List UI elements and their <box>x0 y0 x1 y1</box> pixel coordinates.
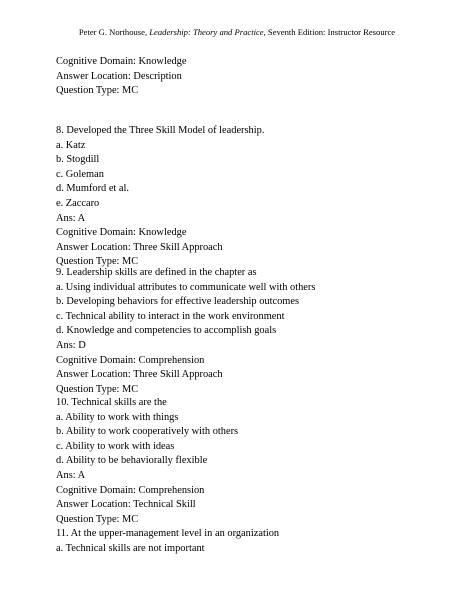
option-c: c. Technical ability to interact in the work environment <box>56 310 285 322</box>
cognitive-domain: Cognitive Domain: Knowledge <box>56 56 187 67</box>
option-a: a. Using individual attributes to communicate well with others <box>56 281 316 293</box>
page-header <box>0 27 474 38</box>
question-10 <box>56 396 238 527</box>
header-book-title: Leadership: Theory and Practice <box>149 27 264 37</box>
question-type: Question Type: MC <box>56 85 139 97</box>
answer-key: Ans: D <box>56 339 86 351</box>
answer-location: Answer Location: Description <box>56 70 182 82</box>
header-edition: , Seventh Edition: Instructor Resource <box>263 27 396 37</box>
question-type: Question Type: MC <box>56 383 139 395</box>
cognitive-domain: Cognitive Domain: Knowledge <box>56 227 187 239</box>
option-b: b. Stogdill <box>56 154 100 166</box>
question-11 <box>56 527 279 556</box>
option-e: e. Zaccaro <box>56 197 100 209</box>
answer-location: Answer Location: Technical Skill <box>56 499 196 511</box>
question-8 <box>56 124 264 270</box>
option-d: d. Knowledge and competencies to accomplish goals <box>56 325 277 337</box>
header-author: Peter G. Northouse, <box>78 27 150 37</box>
cognitive-domain: Cognitive Domain: Comprehension <box>56 354 205 366</box>
question-stem: 9. Leadership skills are defined in the chapter as <box>56 267 257 278</box>
option-c: c. Ability to work with ideas <box>56 440 175 452</box>
answer-location: Answer Location: Three Skill Approach <box>56 369 223 381</box>
option-b: b. Ability to work cooperatively with others <box>56 426 239 438</box>
option-a: a. Technical skills are not important <box>56 542 205 554</box>
question-stem: 11. At the upper-management level in an organization <box>56 528 280 539</box>
question-7-tail <box>56 55 186 99</box>
cognitive-domain: Cognitive Domain: Comprehension <box>56 484 205 496</box>
option-c: c. Goleman <box>56 168 104 180</box>
answer-key: Ans: A <box>56 469 86 481</box>
option-b: b. Developing behaviors for effective leadership outcomes <box>56 296 300 308</box>
question-stem: 10. Technical skills are the <box>56 397 167 408</box>
question-9 <box>56 266 315 397</box>
option-d: d. Ability to be behaviorally flexible <box>56 455 208 467</box>
answer-key: Ans: A <box>56 212 86 224</box>
option-d: d. Mumford et al. <box>56 183 130 195</box>
option-a: a. Ability to work with things <box>56 411 179 423</box>
answer-location: Answer Location: Three Skill Approach <box>56 241 223 253</box>
question-stem: 8. Developed the Three Skill Model of leadership. <box>56 125 265 136</box>
option-a: a. Katz <box>56 139 86 151</box>
question-type: Question Type: MC <box>56 256 139 268</box>
question-type: Question Type: MC <box>56 513 139 525</box>
